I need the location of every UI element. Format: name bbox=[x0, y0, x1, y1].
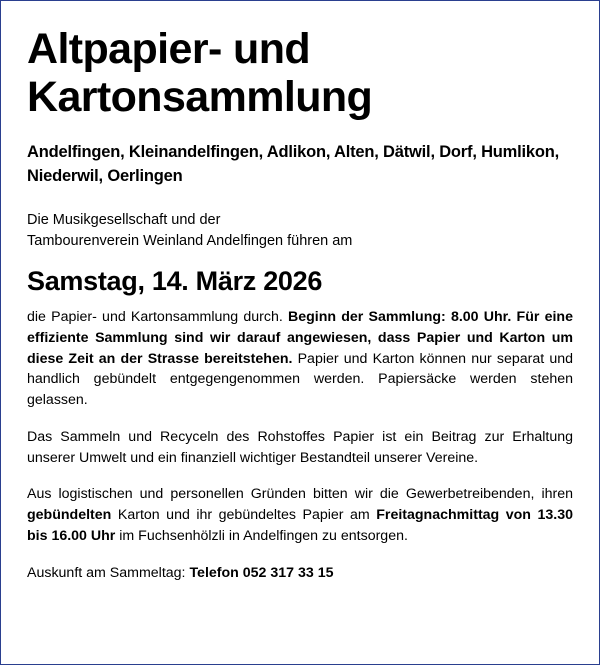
event-date: Samstag, 14. März 2026 bbox=[27, 266, 323, 297]
paragraph-collection-details bbox=[27, 307, 573, 411]
ad-content bbox=[27, 25, 573, 583]
contact-line bbox=[27, 563, 573, 584]
headline-line-1: Altpapier- und bbox=[27, 25, 311, 73]
locations-list: Andelfingen, Kleinandelfingen, Adlikon, Alten, Dätwil, Dorf, Humlikon, Niederwil, Oerlingen bbox=[27, 143, 560, 185]
paragraph1-part2: Papier und Karton können nur separat und handlich gebündelt entgegengenommen werden. Papiersäcke werden stehen gelassen. bbox=[27, 350, 574, 409]
headline-line-2: Kartonsammlung bbox=[27, 73, 373, 122]
paragraph3-bold2: Freitagnachmittag von 13.30 bis 16.00 Uhr bbox=[27, 507, 573, 544]
contact-phone: Telefon 052 317 33 15 bbox=[189, 564, 334, 581]
paragraph3-part2: Karton und ihr gebündeltes Papier am bbox=[111, 507, 377, 524]
page-title bbox=[27, 25, 573, 121]
contact-label: Auskunft am Sammeltag: bbox=[27, 564, 190, 581]
organizer-intro-line-1: Die Musikgesellschaft und der bbox=[27, 212, 221, 229]
organizer-intro-line-2: Tambourenverein Weinland Andelfingen führen am bbox=[27, 233, 353, 250]
paragraph-business-info bbox=[27, 484, 573, 546]
paragraph1-bold1: Beginn der Sammlung: 8.00 Uhr. Für eine effiziente Sammlung sind wir darauf angewiesen, dass Papier und Karton um diese Zeit an der Strasse bereitstehen. bbox=[27, 309, 573, 367]
paragraph3-bold1: gebündelten bbox=[27, 507, 112, 524]
paragraph3-part3: im Fuchsenhölzli in Andelfingen zu entsorgen. bbox=[115, 527, 408, 544]
paragraph1-part1: die Papier- und Kartonsammlung durch. bbox=[27, 309, 288, 326]
paragraph-recycling-benefit: Das Sammeln und Recyceln des Rohstoffes Papier ist ein Beitrag zur Erhaltung unserer Umwelt und ein finanziell wichtiger Bestandteil unserer Vereine. bbox=[27, 428, 573, 466]
organizer-intro bbox=[27, 210, 573, 252]
paragraph3-part1: Aus logistischen und personellen Gründen bitten wir die Gewerbetreibenden, ihren bbox=[27, 486, 573, 503]
